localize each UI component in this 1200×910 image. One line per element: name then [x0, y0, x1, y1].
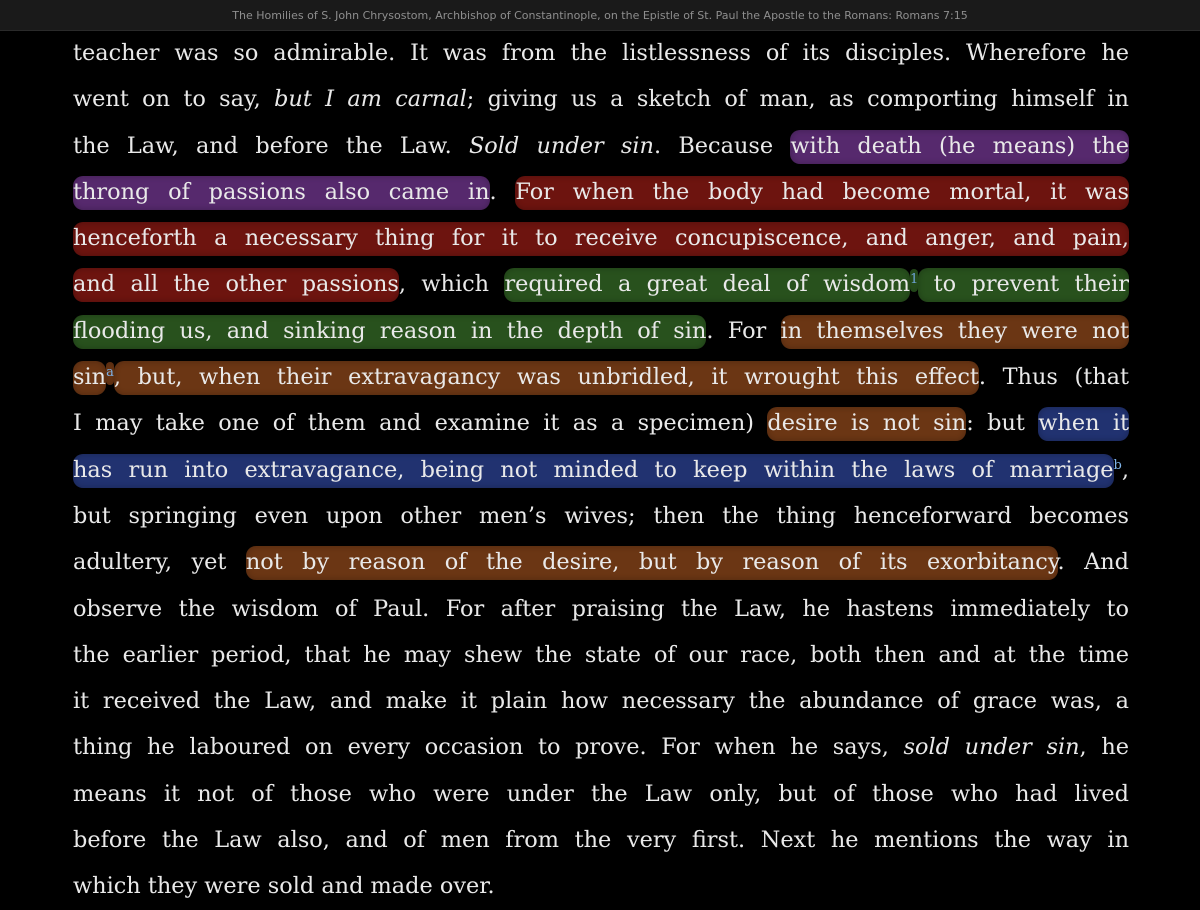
reader-page: [73, 30, 1129, 910]
text-segment: means it not of those who were under the Law only, but of those who had lived: [73, 780, 1129, 807]
text-segment: before the Law also, and of men from the very first. Next he mentions the way in: [73, 827, 1129, 854]
text-segment: but springing even upon other men’s wives; then the thing henceforward becomes: [73, 502, 1129, 529]
text-line: [73, 771, 1129, 817]
text-line: [73, 76, 1129, 122]
italic-text: Sold under sin: [468, 132, 654, 159]
text-segment: observe the wisdom of Paul. For after praising the Law, he hastens immediately to: [73, 595, 1129, 622]
italic-text: but I am carnal: [274, 86, 467, 113]
text-segment: I may take one of them and examine it as a specimen): [73, 410, 768, 437]
text-segment: : but: [966, 410, 1039, 437]
highlighted-text[interactable]: with death (he means) the: [790, 130, 1129, 164]
text-segment: which they were sold and made over.: [73, 873, 495, 900]
text-segment: it received the Law, and make it plain how necessary the abundance of grace was, a: [73, 688, 1129, 715]
text-line: [73, 678, 1129, 724]
text-segment: the Law, and before the Law.: [73, 132, 469, 159]
highlighted-text[interactable]: and all the other passions: [73, 268, 399, 302]
reader-title-bar: [0, 0, 1200, 31]
text-line: [73, 215, 1129, 261]
italic-text: sold under sin: [903, 734, 1080, 761]
text-line: [73, 817, 1129, 863]
text-segment: ; giving us a sketch of man, as comporting himself in: [466, 86, 1129, 113]
text-line: [73, 400, 1129, 446]
highlighted-text[interactable]: flooding us, and sinking reason in the depth of sin: [73, 315, 706, 349]
highlighted-text[interactable]: not by reason of the desire, but by reason of its exorbitancy: [246, 546, 1058, 580]
text-segment: . Because: [653, 132, 791, 159]
text-segment: went on to say,: [73, 86, 275, 113]
highlighted-text[interactable]: when it: [1038, 407, 1129, 441]
text-line: [73, 632, 1129, 678]
highlighted-text[interactable]: to prevent their: [918, 268, 1129, 302]
highlighted-text[interactable]: sin: [73, 361, 106, 395]
text-line: [73, 123, 1129, 169]
highlighted-text[interactable]: desire is not sin: [767, 407, 966, 441]
text-line: [73, 447, 1129, 493]
highlighted-text[interactable]: , but, when their extravagancy was unbridled, it wrought this effect: [114, 361, 979, 395]
text-segment: the earlier period, that he may shew the state of our race, both then and at the time: [73, 641, 1129, 668]
text-segment: teacher was so admirable. It was from the listlessness of its disciples. Wherefore he: [73, 40, 1129, 66]
text-line: [73, 863, 1129, 909]
text-line: [73, 30, 1129, 76]
highlighted-text[interactable]: throng of passions also came in: [73, 176, 490, 210]
text-segment: , which: [398, 271, 505, 298]
highlighted-text[interactable]: henceforth a necessary thing for it to receive concupiscence, and anger, and pain,: [73, 222, 1129, 256]
text-line: [73, 724, 1129, 770]
text-segment: . Thus (that: [978, 364, 1129, 391]
highlighted-text[interactable]: has run into extravagance, being not minded to keep within the laws of marriage: [73, 454, 1114, 488]
text-segment: adultery, yet: [73, 549, 246, 576]
highlighted-text[interactable]: required a great deal of wisdom: [504, 268, 910, 302]
highlighted-text[interactable]: in themselves they were not: [781, 315, 1129, 349]
text-segment: ,: [1121, 456, 1129, 483]
text-line: [73, 308, 1129, 354]
text-line: [73, 354, 1129, 400]
footnote-marker[interactable]: a: [106, 362, 114, 385]
highlighted-text[interactable]: For when the body had become mortal, it was: [515, 176, 1129, 210]
text-line: [73, 261, 1129, 307]
text-line: [73, 586, 1129, 632]
text-line: [73, 539, 1129, 585]
text-line: [73, 169, 1129, 215]
book-title: The Homilies of S. John Chrysostom, Archbishop of Constantinople, on the Epistle of St. Paul the Apostle to the Romans: Romans 7:15: [232, 8, 968, 22]
text-segment: .: [489, 178, 516, 205]
text-segment: thing he laboured on every occasion to prove. For when he says,: [73, 734, 904, 761]
footnote-marker[interactable]: 1: [910, 269, 918, 292]
text-segment: . For: [706, 317, 781, 344]
text-line: [73, 493, 1129, 539]
footnote-marker[interactable]: b: [1113, 457, 1122, 473]
text-segment: . And: [1057, 549, 1129, 576]
text-segment: , he: [1079, 734, 1130, 761]
